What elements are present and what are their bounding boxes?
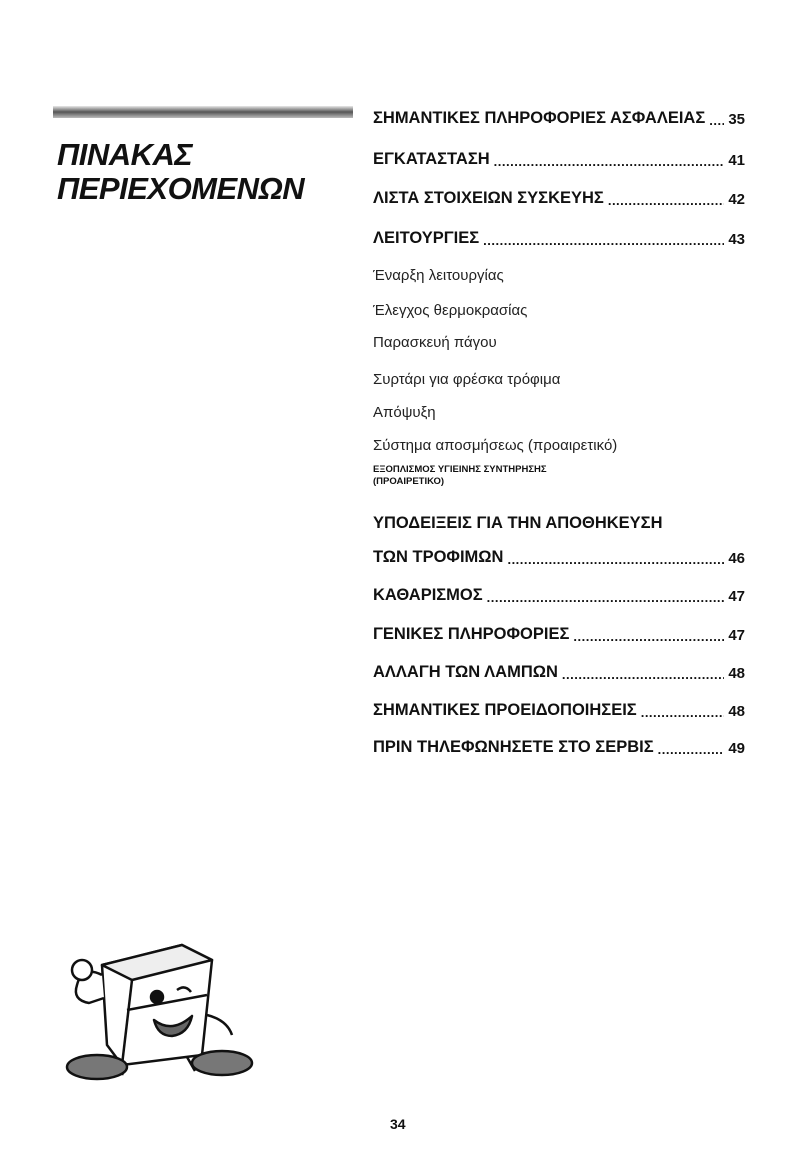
- dot-leader: [483, 233, 724, 248]
- title-line: ΠΙΝΑΚΑΣ: [57, 137, 193, 172]
- header-gradient-bar: [53, 106, 353, 118]
- dot-leader: [608, 193, 724, 208]
- title-line: ΠΕΡΙΕΧΟΜΕΝΩΝ: [57, 171, 305, 206]
- toc-label: ΣΗΜΑΝΤΙΚΕΣ ΠΡΟΕΙΔΟΠΟΙΗΣΕΙΣ: [373, 701, 637, 719]
- toc-entry[interactable]: [373, 106, 745, 128]
- toc-label: ΚΑΘΑΡΙΣΜΟΣ: [373, 586, 483, 604]
- toc-page: 46: [728, 550, 745, 567]
- toc-page: 47: [728, 588, 745, 605]
- toc-entry[interactable]: [373, 226, 745, 248]
- fridge-mascot-illustration: [62, 935, 257, 1085]
- toc-page: 41: [728, 152, 745, 169]
- toc-page: 49: [728, 740, 745, 757]
- toc-entry[interactable]: [373, 583, 745, 605]
- toc-entry[interactable]: [373, 660, 745, 682]
- dot-leader: [709, 113, 724, 128]
- toc-page: 42: [728, 191, 745, 208]
- toc-label: ΕΓΚΑΤΑΣΤΑΣΗ: [373, 150, 490, 168]
- dot-leader: [658, 742, 725, 757]
- toc-entry[interactable]: [373, 698, 745, 720]
- toc-entry[interactable]: [373, 545, 745, 567]
- dot-leader: [573, 629, 724, 644]
- small-item-line: ΕΞΟΠΛΙΣΜΟΣ ΥΓΙΕΙΝΗΣ ΣΥΝΤΗΡΗΣΗΣ: [373, 464, 547, 475]
- toc-label: ΤΩΝ ΤΡΟΦΙΜΩΝ: [373, 548, 504, 566]
- page-title: [57, 138, 304, 206]
- toc-page: 43: [728, 231, 745, 248]
- toc-page: 48: [728, 703, 745, 720]
- toc-subitem[interactable]: Παρασκευή πάγου: [373, 334, 497, 351]
- page-number: 34: [390, 1116, 406, 1132]
- toc-page: 35: [728, 111, 745, 128]
- toc-label: ΠΡΙΝ ΤΗΛΕΦΩΝΗΣΕΤΕ ΣΤΟ ΣΕΡΒΙΣ: [373, 738, 654, 756]
- toc-label: ΑΛΛΑΓΗ ΤΩΝ ΛΑΜΠΩΝ: [373, 663, 558, 681]
- toc-page: 48: [728, 665, 745, 682]
- toc-label: ΓΕΝΙΚΕΣ ΠΛΗΡΟΦΟΡΙΕΣ: [373, 625, 570, 643]
- toc-entry[interactable]: [373, 147, 745, 169]
- toc-subitem[interactable]: Σύστημα αποσμήσεως (προαιρετικό): [373, 437, 618, 454]
- toc-subitem[interactable]: Συρτάρι για φρέσκα τρόφιμα: [373, 371, 561, 388]
- dot-leader: [494, 154, 725, 169]
- small-item-line: (ΠΡΟΑΙΡΕΤΙΚΟ): [373, 476, 445, 487]
- dot-leader: [641, 705, 725, 720]
- toc-small-item[interactable]: [373, 464, 547, 488]
- toc-label: ΣΗΜΑΝΤΙΚΕΣ ΠΛΗΡΟΦΟΡΙΕΣ ΑΣΦΑΛΕΙΑΣ: [373, 109, 706, 127]
- dot-leader: [507, 552, 724, 567]
- toc-entry[interactable]: [373, 622, 745, 644]
- toc-subitem[interactable]: Απόψυξη: [373, 404, 436, 421]
- dot-leader: [487, 590, 725, 605]
- toc-label-line1[interactable]: ΥΠΟΔΕΙΞΕΙΣ ΓΙΑ ΤΗΝ ΑΠΟΘΗΚΕΥΣΗ: [373, 514, 663, 532]
- toc-entry[interactable]: [373, 186, 745, 208]
- toc-subitem[interactable]: Έναρξη λειτουργίας: [373, 267, 504, 284]
- toc-label: ΛΙΣΤΑ ΣΤΟΙΧΕΙΩΝ ΣΥΣΚΕΥΗΣ: [373, 189, 604, 207]
- toc-subitem[interactable]: Έλεγχος θερμοκρασίας: [373, 302, 528, 319]
- toc-entry[interactable]: [373, 735, 745, 757]
- toc-label: ΛΕΙΤΟΥΡΓΙΕΣ: [373, 229, 480, 247]
- toc-page: 47: [728, 627, 745, 644]
- dot-leader: [562, 667, 724, 682]
